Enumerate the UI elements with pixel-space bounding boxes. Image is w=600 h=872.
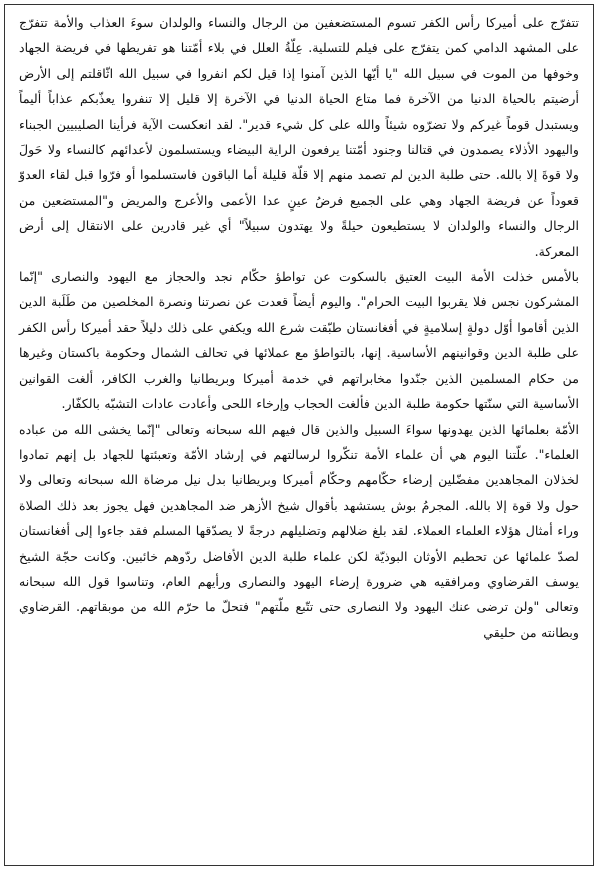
body-paragraph-2: بالأمس خذلت الأمة البيت العتيق بالسكوت عن تواطؤ حكّام نجد والحجاز مع اليهود والنصارى "إنّما المشركون نجس فلا يقربوا البيت الحرام". واليوم أيضاً قعدت عن نصرتنا ونصرة المخلصين من طَلَبة الدين الذين أقاموا أوّل دولةٍ إسلاميةٍ في أفغانستان طبّقت شرع الله ويكفي على ذلك دليلاً حقد أميركا رأس الكفر على طلبة الدين وقوانينهم الأساسية. إنها، بالتواطؤ مع عملائها في تحالف الشمال وحكومة باكستان وغيرها من حكام المسلمين الذين جنّدوا مخابراتهم في خدمة أميركا وبريطانيا والغرب الكافر، ألغت القوانين الأساسية التي سنّتها حكومة طلبة الدين فألغت الحجاب وإرخاء اللحى وأعادت عادات التشبّه بالكفّار.: [19, 269, 579, 412]
document-page: [4, 4, 594, 866]
body-paragraph-1: تتفرّج على أميركا رأس الكفر تسوم المستضعفين من الرجال والنساء والولدان سوءَ العذاب والأمة تتفرّج على المشهد الدامي كمن يتفرّج على فيلم للتسلية. عِلّةُ العلل في بلاء أمّتنا هو تفريطها في فريضة الجهاد وخوفها من الموت في سبيل الله "يا أيّها الذين آمنوا إذا قيل لكم انفروا في سبيل الله اثّاقلتم إلى الأرض أرضيتم بالحياة الدنيا من الآخرة فما متاع الحياة الدنيا في الآخرة إلا قليل إلا تنفروا يعذّبكم عذاباً أليماً ويستبدل قوماً غيركم ولا تضرّوه شيئاً والله على كل شيء قدير". لقد انعكست الآية فرأينا الصليبيين الجبناء واليهود الأذلاء يصمدون في قتالنا وجنود أمّتنا يرفعون الراية البيضاء ويستسلمون لأعدائهم كالنساء ولا حَولَ ولا قوةَ إلا بالله. حتى طلبة الدين لم تصمد منهم إلا قلّة قليلة أما الباقون فاستسلموا أو فرّوا قبل لقاء العدوّ قعوداً عن فريضة الجهاد وهي على الجميع فرضُ عينٍ عدا الأعمى والأعرج والمريض و"المستضعين من الرجال والنساء والولدان لا يستطيعون حيلةً ولا يهتدون سبيلاً" أي غير قادرين على الانتقال إلى أرض المعركة.: [19, 15, 579, 259]
body-paragraph-3: الأمّة بعلمائها الذين يهدونها سواءَ السبيل والذين قال فيهم الله سبحانه وتعالى "إنّما يخشى الله من عباده العلماء". علّتنا اليوم هي أن علماء الأمة تنكّروا لرسالتهم في إرشاد الأمّة وتعبئتها للجهاد بل إنهم تمادوا لخذلان المجاهدين مفضّلين إرضاء حكّامهم وحكّام أميركا وبريطانيا بدل نيل مرضاة الله سبحانه وتعالى ولا حول ولا قوة إلا بالله. المجرمُ بوش يستشهد بأقوال شيخ الأزهر ضد المجاهدين فهل يجوز بعد ذلك الصلاة وراء أمثال هؤلاء العلماء العملاء. لقد بلغ ضلالهم وتضليلهم درجةً لا يصدّقها المسلم فقد جاءوا إلى أفغانستان لصدّ علمائها عن تحطيم الأوثان البوذيّة لكن علماء طلبة الدين الأفاضل ردّوهم خائبين. وكانت حجّة الشيخ يوسف القرضاوي ومرافقيه هي ضرورة إرضاء اليهود والنصارى ورأيهم العام، وتناسوا قول الله سبحانه وتعالى "ولن ترضى عنك اليهود ولا النصارى حتى تتّبع ملّتهم" فتحلّ ما حرّم الله من موبقاتهم. القرضاوي وبطانته من حليقي: [19, 421, 579, 640]
